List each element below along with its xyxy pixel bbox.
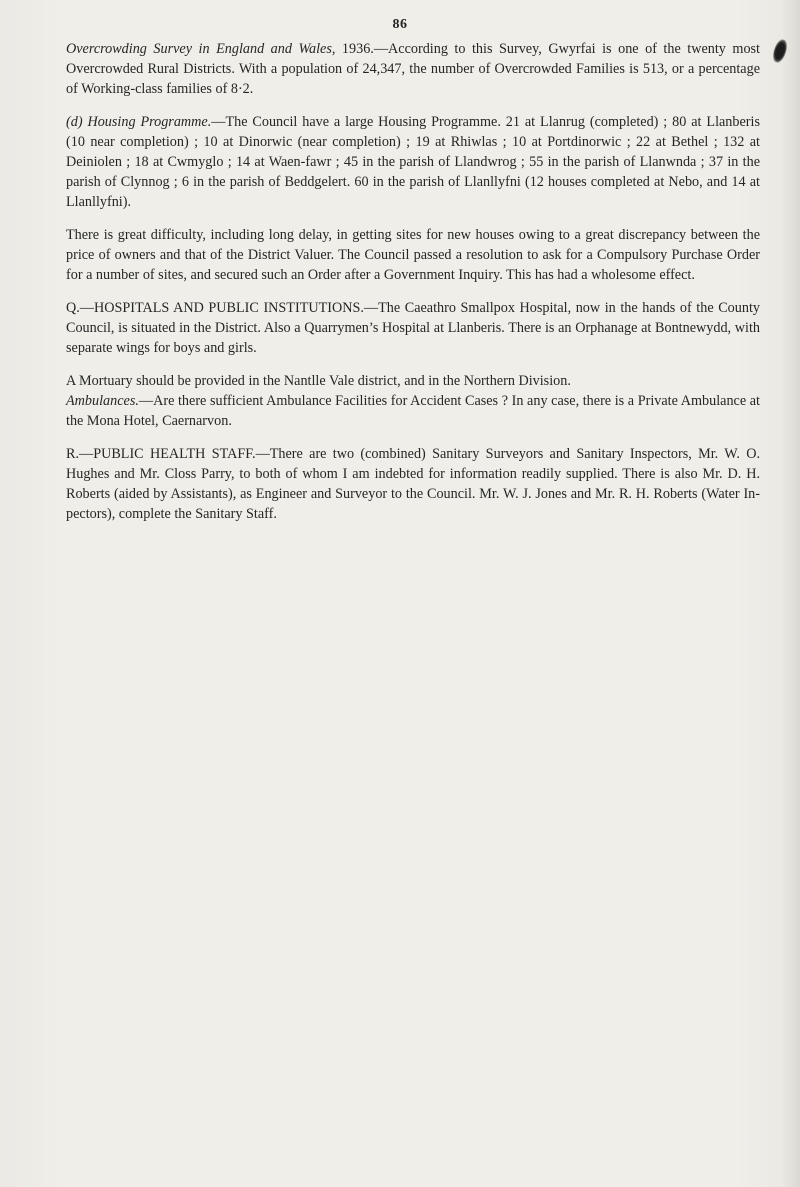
housing-programme-heading: (d) Housing Programme.: [66, 114, 212, 130]
overcrowding-text: 1936.—According to this Survey, Gwyrfai is one of the twenty most Overcrowded Rural Districts. With a population of 24,347, the number of Overcrowded Families is 513, or a percentage of Working-class families of 8·2.: [66, 41, 760, 97]
ambulances-text: —Are there sufficient Ambulance Facilities for Accident Cases ? In any case, there is a Private Ambulance at the Mona Hotel, Caernarvon.: [66, 393, 760, 429]
hospitals-paragraph: Q.—HOSPITALS AND PUBLIC INSTITUTIONS.—The Caeathro Smallpox Hospital, now in the hands of the County Council, is situated in the District. Also a Quarrymen’s Hospital at Llanberis. There is an Orphanage at Bontnewydd, with separate wings for boys and girls.: [66, 300, 760, 356]
housing-programme-text: —The Council have a large Housing Programme. 21 at Llanrug (completed) ; 80 at Llanberis (10 near completion) ; 10 at Dinorwic (near completion) ; 19 at Rhiwlas ; 10 at Portdinorwic ; 22 at Bethel ; 132 at Deiniolen ; 18 at Cwmyglo ; 14 at Waen-fawr ; 45 in the parish of Llandwrog ; 55 in the parish of Llanwnda ; 37 in the parish of Clynnog ; 6 in the parish of Beddgelert. 60 in the parish of Llanllyfni (12 houses completed at Nebo, and 14 at Llanllyfni).: [66, 114, 760, 210]
housing-programme-paragraph: [66, 112, 760, 212]
document-body: [66, 39, 760, 537]
ambulances-heading: Ambulances.: [66, 393, 139, 409]
overcrowding-heading: Overcrowding Survey in England and Wales,: [66, 41, 336, 57]
page-number: 86: [392, 17, 408, 32]
page-edge-shadow: [782, 0, 800, 1187]
public-health-staff-paragraph: R.—PUBLIC HEALTH STAFF.—There are two (combined) Sanitary Surveyors and Sanitary Inspectors, Mr. W. O. Hughes and Mr. Closs Parry, to both of whom I am indebted for information readily supplied. There is also Mr. D. H. Roberts (aided by Assistants), as Engineer and Surveyor to the Council. Mr. W. J. Jones and Mr. R. H. Roberts (Water In-pectors), complete the Sanitary Staff.: [66, 446, 760, 522]
mortuary-text: A Mortuary should be provided in the Nantlle Vale district, and in the Northern Division.: [66, 373, 571, 389]
overcrowding-paragraph: [66, 39, 760, 99]
housing-sites-paragraph: There is great difficulty, including long delay, in getting sites for new houses owing to a great discrepancy between the price of owners and that of the District Valuer. The Council passed a resolution to ask for a Compulsory Purchase Order for a number of sites, and secured such an Order after a Government Inquiry. This has had a wholesome effect.: [66, 227, 760, 283]
mortuary-ambulance-paragraph: [66, 371, 760, 431]
